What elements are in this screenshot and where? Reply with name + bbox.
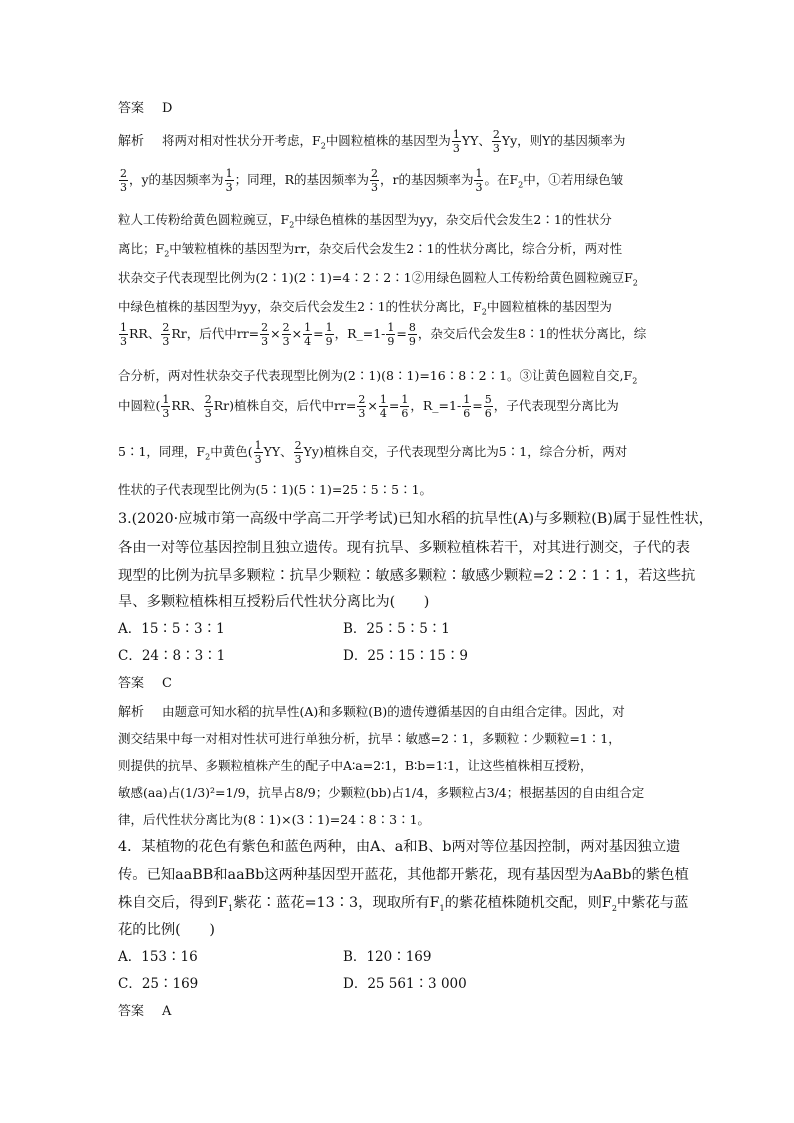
option-d: D．25 561∶3 000	[343, 976, 467, 992]
fraction: $\frac{2}{3}$	[162, 321, 170, 348]
question-text: 4．某植物的花色有紫色和蓝色两种，由A、a和B、b两对等位基因控制，两对基因独立遗	[118, 839, 681, 855]
analysis-line: 解析 将两对相对性状分开考虑，$F_2$中圆粒植株的基因型为 $\frac{1}{3}$ YY、 $\frac{2}{3}$ Yy，则Y的基因频率为	[118, 128, 626, 155]
analysis-line: 解析 由题意可知水稻的抗旱性(A)和多颗粒(B)的遗传遵循基因的自由组合定律。因此，对	[118, 701, 625, 720]
answer-line	[118, 672, 172, 691]
option-b: B．120∶169	[343, 949, 432, 965]
answer-line	[118, 1000, 171, 1019]
analysis-line: 敏感(aa)占(1/3)²=1/9，抗旱占8/9；少颗粒(bb)占1/4，多颗粒占3/4；根据基因的自由组合定	[118, 785, 645, 800]
option-b: B．25∶5∶5∶1	[343, 621, 450, 637]
answer-label: 答案	[118, 676, 145, 691]
option-a: A．15∶5∶3∶1	[118, 621, 225, 637]
answer-line	[118, 97, 172, 116]
analysis-line: $\frac{1}{3}$ RR、 $\frac{2}{3}$ Rr，后代中rr= $\frac{2}{3}$ × $\frac{2}{3}$ × $\frac{1}{4}$ = $\frac{1}{9}$ ，R_=1- $\frac{1}{9}$ = $\frac{8}{9}$ ，杂交后代会发生8∶1的性状分离比，综	[120, 321, 647, 348]
fraction: $\frac{1}{4}$	[304, 321, 312, 348]
fraction: $\frac{1}{9}$	[325, 321, 333, 348]
option-c: C．25∶169	[118, 976, 199, 992]
fraction: $\frac{1}{3}$	[475, 167, 483, 194]
analysis-line: $\frac{2}{3}$ ，y的基因频率为 $\frac{1}{3}$ ；同理，R的基因频率为 $\frac{2}{3}$ ，r的基因频率为 $\frac{1}{3}$ 。在$F_2$中，①若用绿色皱	[120, 167, 624, 194]
analysis-line: 律，后代性状分离比为(8∶1)×(3∶1)=24∶8∶3∶1。	[118, 812, 431, 827]
option-d: D．25∶15∶15∶9	[343, 648, 468, 664]
fraction: $\frac{2}{3}$	[120, 167, 127, 194]
fraction: $\frac{1}{3}$	[120, 321, 127, 348]
question-text: 旱、多颗粒植株相互授粉后代性状分离比为( )	[118, 594, 430, 610]
analysis-line: 则提供的抗旱、多颗粒植株产生的配子中A∶a=2∶1，B∶b=1∶1，让这些植株相互授粉，	[118, 758, 593, 773]
analysis-line: 状杂交子代表现型比例为(2∶1)(2∶1)=4∶2∶2∶1②用绿色圆粒人工传粉给黄色圆粒豌豆$F_2$	[118, 270, 638, 288]
analysis-line: 中圆粒( $\frac{1}{3}$ RR、 $\frac{2}{3}$ Rr)植株自交，后代中rr= $\frac{2}{3}$ × $\frac{1}{4}$ = $\frac{1}{6}$ ，R_=1- $\frac{1}{6}$ = $\frac{5}{6}$ ，子代表现型分离比为	[118, 393, 619, 420]
question-text: 传。已知aaBB和aaBb这两种基因型开蓝花，其他都开紫花，现有基因型为AaBb的紫色植	[118, 867, 689, 883]
option-a: A．153∶16	[118, 949, 198, 965]
fraction: $\frac{1}{4}$	[379, 393, 387, 420]
option-c: C．24∶8∶3∶1	[118, 648, 226, 664]
answer-label: 答案	[118, 1004, 145, 1019]
fraction: $\frac{2}{3}$	[282, 321, 290, 348]
fraction: $\frac{2}{3}$	[492, 128, 500, 155]
fraction: $\frac{2}{3}$	[358, 393, 366, 420]
fraction: $\frac{2}{3}$	[294, 439, 302, 466]
analysis-line: 5∶1，同理，$F_2$中黄色( $\frac{1}{3}$ YY、 $\frac{2}{3}$ Yy)植株自交，子代表现型分离比为5∶1，综合分析，两对	[118, 439, 628, 466]
answer-value: D	[162, 101, 173, 116]
analysis-line: 离比；$F_2$中皱粒植株的基因型为rr，杂交后代会发生2∶1的性状分离比，综合分析，两对性	[118, 241, 623, 259]
fraction: $\frac{1}{3}$	[225, 167, 233, 194]
fraction: $\frac{1}{6}$	[463, 393, 471, 420]
answer-value: A	[162, 1004, 172, 1019]
fraction: $\frac{1}{3}$	[452, 128, 460, 155]
analysis-line: 粒人工传粉给黄色圆粒豌豆，$F_2$中绿色植株的基因型为yy，杂交后代会发生2∶1的性状分	[118, 212, 612, 230]
fraction: $\frac{1}{6}$	[401, 393, 409, 420]
analysis-line: 合分析，两对性状杂交子代表现型比例为(2∶1)(8∶1)=16∶8∶2∶1。③让黄色圆粒自交$,F_2$	[118, 368, 638, 386]
fraction: $\frac{5}{6}$	[484, 393, 492, 420]
question-text: 花的比例( )	[118, 922, 215, 938]
question-text: 各由一对等位基因控制且独立遗传。现有抗旱、多颗粒植株若干，对其进行测交，子代的表	[118, 540, 690, 556]
question-text: 现型的比例为抗旱多颗粒∶抗旱少颗粒∶敏感多颗粒∶敏感少颗粒=2∶2∶1∶1，若这些抗	[118, 568, 696, 584]
fraction: $\frac{8}{9}$	[408, 321, 416, 348]
question-text: 3.(2020·应城市第一高级中学高二开学考试)已知水稻的抗旱性(A)与多颗粒(B)属于显性性状，	[118, 511, 713, 527]
fraction: $\frac{1}{9}$	[387, 321, 395, 348]
answer-value: C	[162, 676, 172, 691]
fraction: $\frac{1}{3}$	[254, 439, 262, 466]
analysis-line: 性状的子代表现型比例为(5∶1)(5∶1)=25∶5∶5∶1。	[118, 482, 433, 497]
fraction: $\frac{2}{3}$	[370, 167, 378, 194]
analysis-label: 解析	[118, 134, 145, 149]
answer-label: 答案	[118, 101, 145, 116]
question-text: 株自交后，得到$F_1$紫花∶蓝花=13∶3，现取所有$F_1$的紫花植株随机交配，则$F_2$中紫花与蓝	[118, 895, 689, 913]
fraction: $\frac{2}{3}$	[261, 321, 269, 348]
fraction: $\frac{1}{3}$	[162, 393, 170, 420]
analysis-label: 解析	[118, 705, 145, 720]
analysis-line: 测交结果中每一对相对性状可进行单独分析，抗旱∶敏感=2∶1，多颗粒∶少颗粒=1∶1，	[118, 731, 621, 746]
analysis-line: 中绿色植株的基因型为yy，杂交后代会发生2∶1的性状分离比，$F_2$中圆粒植株的基因型为	[118, 299, 612, 317]
fraction: $\frac{2}{3}$	[204, 393, 212, 420]
